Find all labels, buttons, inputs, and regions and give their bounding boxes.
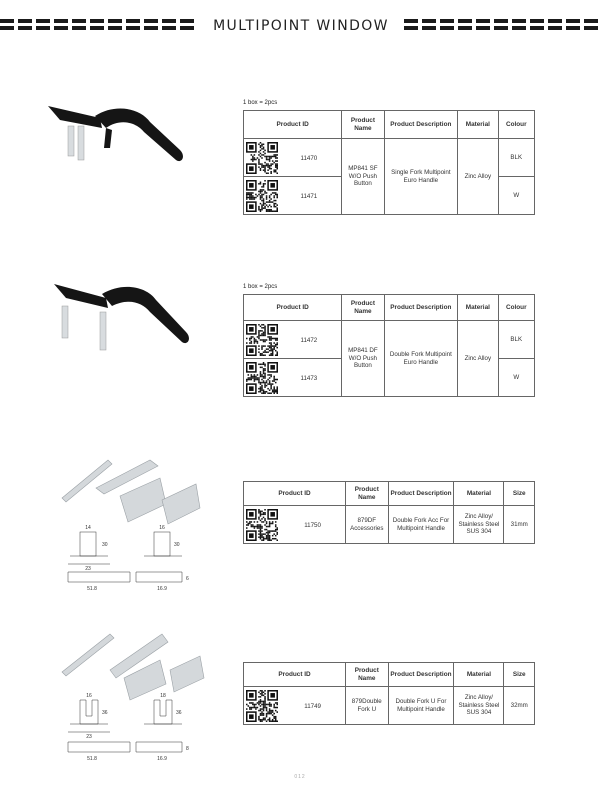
product-description: Double Fork Acc For Multipoint Handle [388,506,454,544]
product-description: Single Fork Multipoint Euro Handle [384,139,458,215]
page-title: MULTIPOINT WINDOW [213,18,389,34]
col-header-product-name: Product Name [345,482,388,506]
double-fork-accessories-image [50,448,210,598]
dim-width-2: 16 [159,525,165,531]
product-name: 879DF Accessories [345,506,388,544]
dim-width-2: 18 [160,693,166,699]
qr-code-icon [246,142,278,174]
col-header-colour: Colour [498,295,534,321]
col-header-product-description: Product Description [388,663,454,687]
box-quantity-note: 1 box = 2pcs [243,100,278,106]
black-double-fork-handle-image [48,278,198,358]
product-id-cell [244,321,342,359]
product-description: Double Fork Multipoint Euro Handle [384,321,458,397]
product-id-cell [244,687,346,725]
qr-code-icon [246,324,278,356]
dim-height-2: 30 [174,542,180,548]
dim-height-1: 30 [102,542,108,548]
dim-rail: 51.8 [87,756,97,762]
colour: W [498,359,534,397]
col-header-product-name: Product Name [346,663,389,687]
qr-code-icon [246,180,278,212]
col-header-colour: Colour [498,111,534,139]
dim-height-1: 36 [102,710,108,716]
col-header-product-name: Product Name [342,295,384,321]
colour: BLK [498,139,534,177]
page-number: 012 [294,774,306,780]
col-header-product-id: Product ID [244,295,342,321]
product-id-cell [244,359,342,397]
dim-rail-width: 16.9 [157,756,167,762]
col-header-product-description: Product Description [384,295,458,321]
col-header-size: Size [504,663,535,687]
col-header-product-id: Product ID [244,663,346,687]
header-dash-rule-right [404,19,600,33]
product-name: MP841 DF W/O Push Button [342,321,384,397]
dim-rail: 51.8 [87,586,97,592]
spec-table-11750 [243,481,535,544]
product-id: 11471 [300,193,318,200]
colour: W [498,177,534,215]
product-id: 11750 [304,522,321,529]
header-dash-rule-left [0,19,198,33]
product-id-cell [244,506,346,544]
col-header-material: Material [458,295,498,321]
col-header-product-id: Product ID [244,111,342,139]
page-header [0,14,600,40]
col-header-product-description: Product Description [388,482,454,506]
col-header-product-name: Product Name [342,111,384,139]
material: Zinc Alloy/ Stainless Steel SUS 304 [454,687,504,725]
product-name: MP841 SF W/O Push Button [342,139,384,215]
col-header-product-description: Product Description [384,111,458,139]
qr-code-icon [246,690,278,722]
spec-table-11749 [243,662,535,725]
product-id: 11470 [300,155,318,162]
dim-rail-width: 16.9 [157,586,167,592]
product-id: 11749 [304,703,321,710]
product-id-cell [244,139,342,177]
material: Zinc Alloy [458,139,498,215]
dim-rail-height: 6 [186,576,189,582]
double-fork-u-image [50,620,210,770]
spec-table-11472 [243,294,535,397]
material: Zinc Alloy/ Stainless Steel SUS 304 [454,506,504,544]
box-quantity-note: 1 box = 2pcs [243,284,278,290]
dim-base: 23 [86,734,92,740]
spec-table-11470 [243,110,535,215]
col-header-material: Material [458,111,498,139]
colour: BLK [498,321,534,359]
dim-rail-height: 8 [186,746,189,752]
dim-width-1: 16 [86,693,92,699]
dim-height-2: 36 [176,710,182,716]
col-header-material: Material [454,482,504,506]
col-header-product-id: Product ID [244,482,346,506]
size: 31mm [504,506,535,544]
qr-code-icon [246,509,278,541]
col-header-size: Size [504,482,535,506]
product-id-cell [244,177,342,215]
size: 32mm [504,687,535,725]
col-header-material: Material [454,663,504,687]
product-name: 879Double Fork U [346,687,389,725]
product-id: 11473 [300,375,318,382]
dim-width-1: 14 [85,525,91,531]
product-description: Double Fork U For Multipoint Handle [388,687,454,725]
material: Zinc Alloy [458,321,498,397]
dim-base: 23 [85,566,91,572]
product-id: 11472 [300,337,318,344]
black-single-fork-handle-image [40,98,190,178]
qr-code-icon [246,362,278,394]
